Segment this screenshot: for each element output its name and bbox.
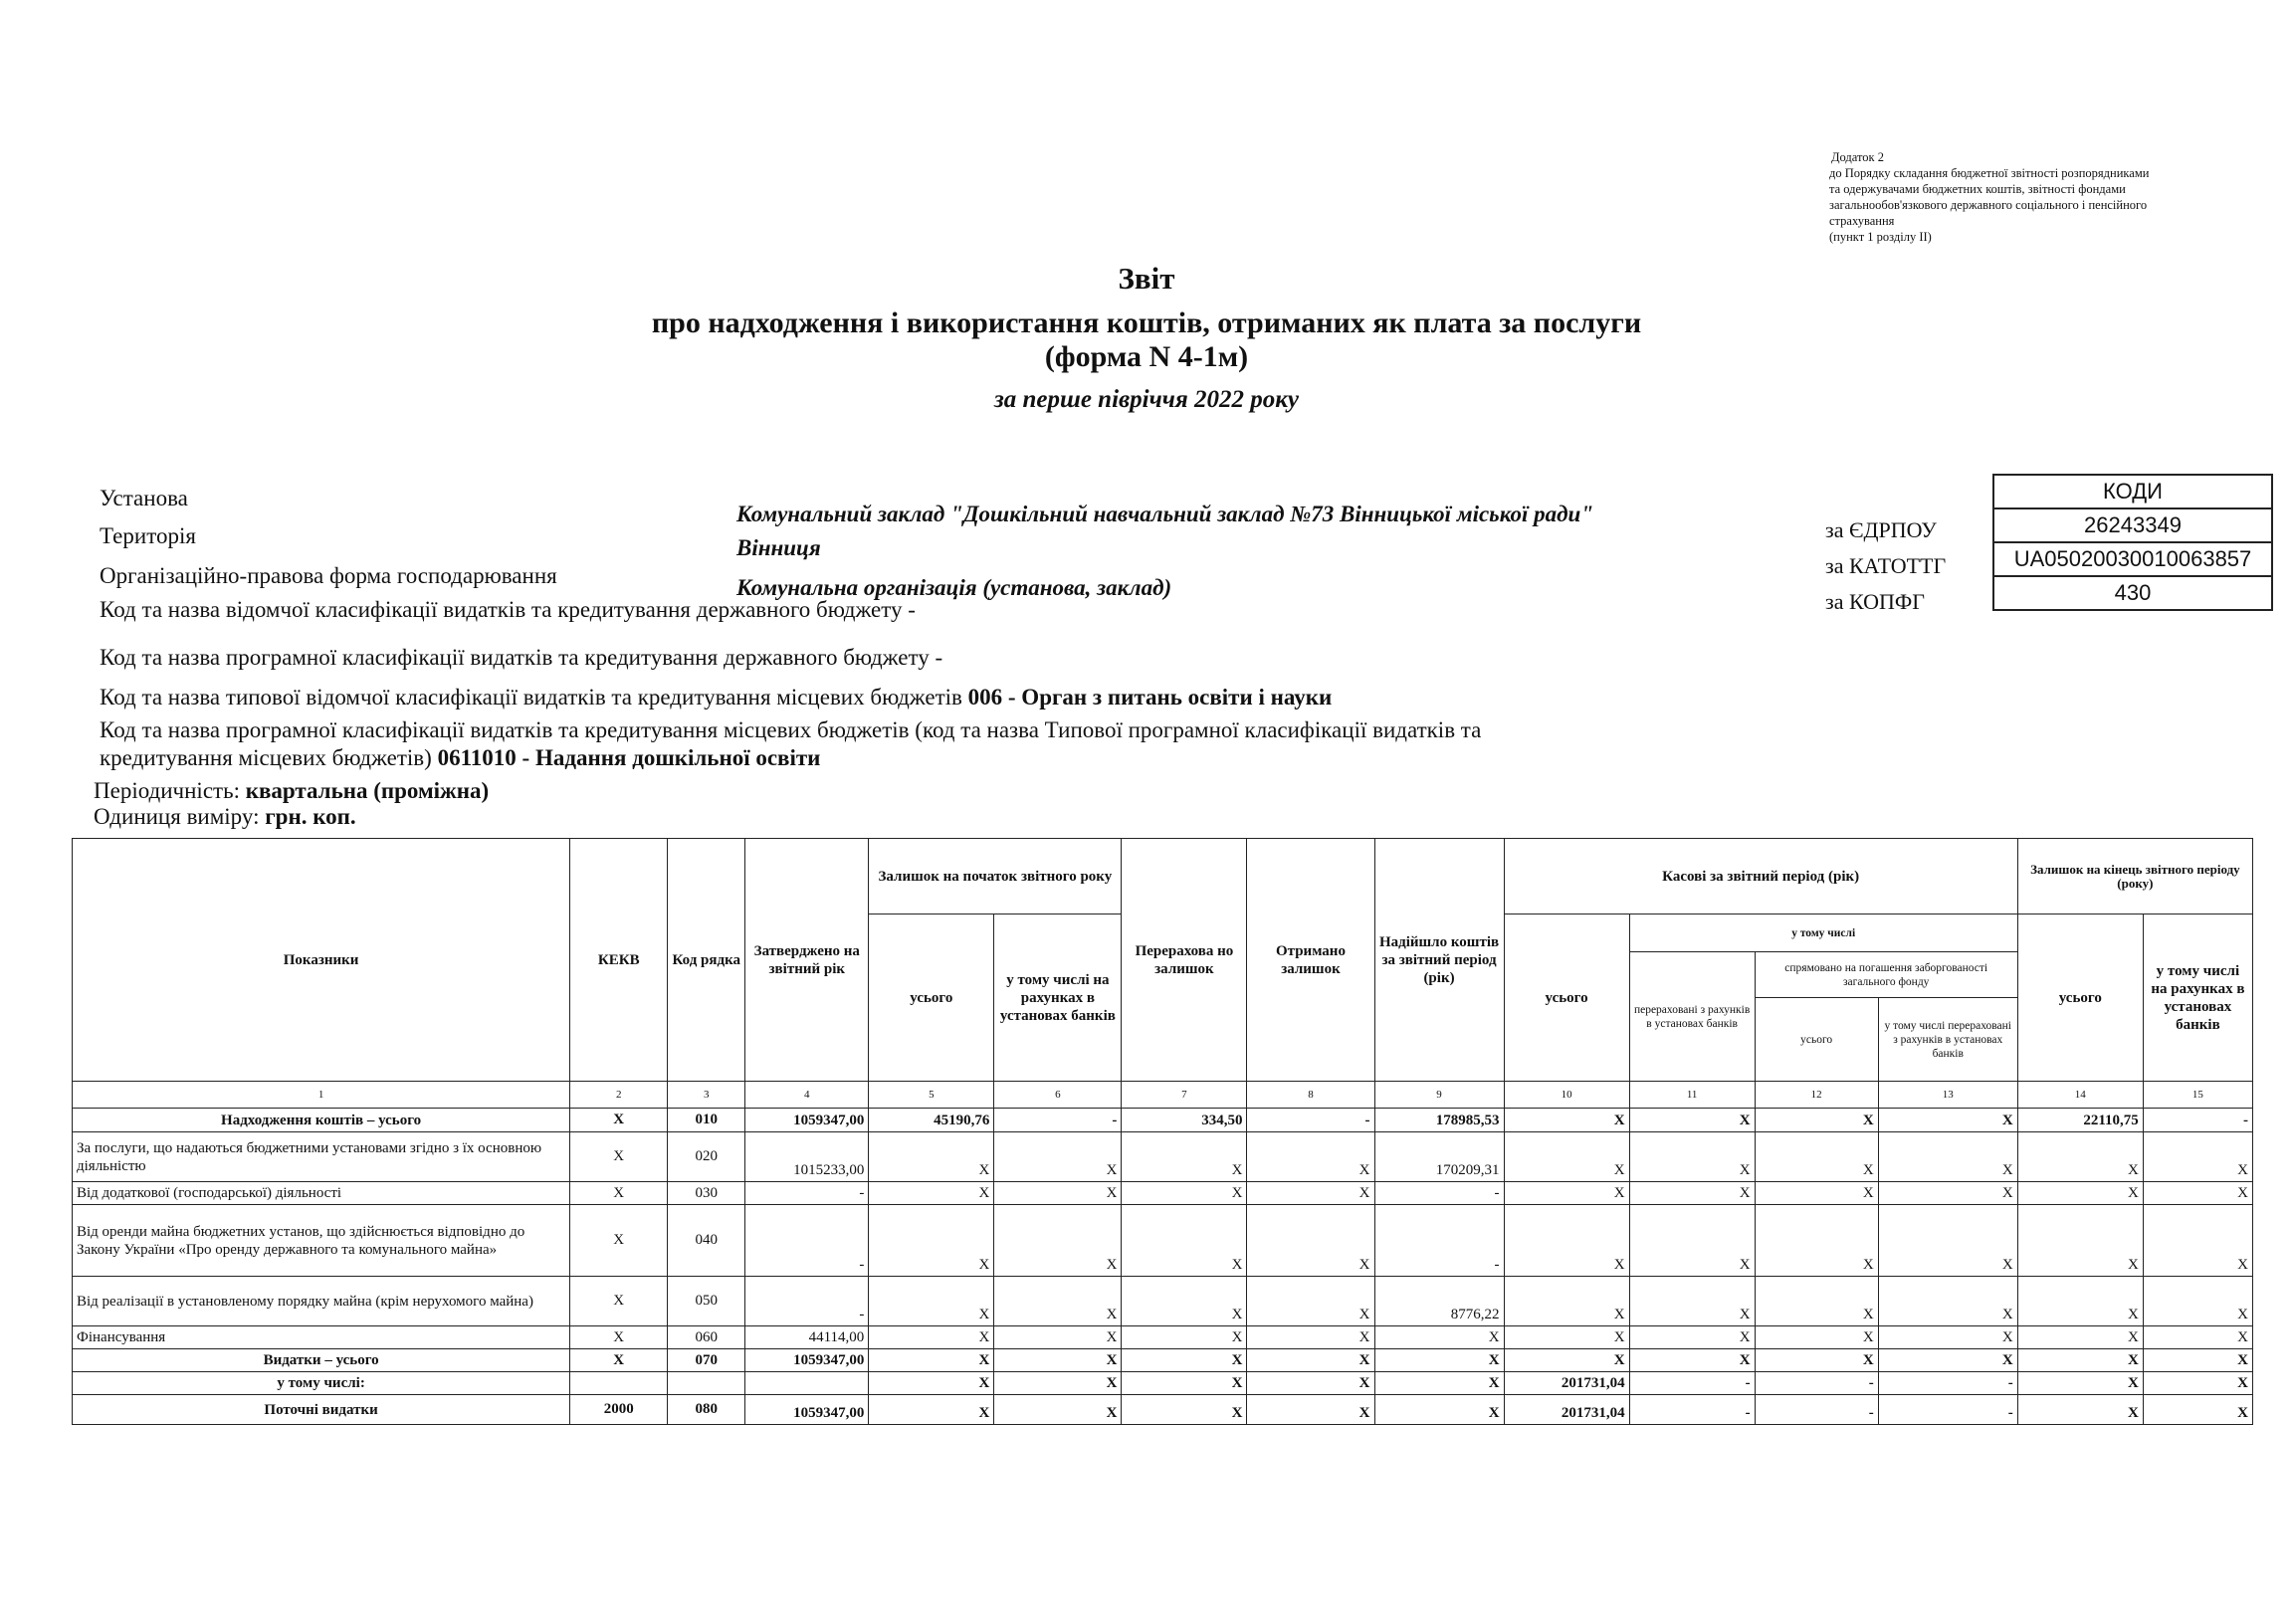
report-title: Звіт <box>1118 261 1175 296</box>
row-label: Надходження коштів – усього <box>73 1109 570 1132</box>
table-cell: X <box>570 1132 668 1182</box>
hdr-approved: Затверджено на звітний рік <box>745 839 869 1082</box>
hdr-income: Надійшло коштів за звітний період (рік) <box>1374 839 1504 1082</box>
table-cell: 334,50 <box>1122 1109 1247 1132</box>
table-cell: X <box>2143 1277 2252 1326</box>
table-cell: X <box>869 1182 994 1205</box>
table-cell: X <box>570 1182 668 1205</box>
table-cell: 2000 <box>570 1395 668 1425</box>
table-cell: X <box>570 1349 668 1372</box>
table-cell: X <box>869 1132 994 1182</box>
table-cell: X <box>1504 1326 1629 1349</box>
table-cell: X <box>2143 1326 2252 1349</box>
hdr-debt-incl: у тому числі перераховані з рахунків в установах банків <box>1878 998 2017 1082</box>
table-cell: X <box>1122 1326 1247 1349</box>
table-cell: X <box>2143 1132 2252 1182</box>
col-num: 12 <box>1755 1082 1878 1109</box>
table-cell: 080 <box>668 1395 745 1425</box>
table-cell: X <box>869 1205 994 1277</box>
row-label: Фінансування <box>73 1326 570 1349</box>
table-cell: X <box>1122 1205 1247 1277</box>
table-cell: 030 <box>668 1182 745 1205</box>
table-cell: X <box>2017 1277 2143 1326</box>
table-cell: X <box>994 1326 1122 1349</box>
appendix-line: загальнообов'язкового державного соціального і пенсійного <box>1829 198 2148 212</box>
table-cell: X <box>1755 1132 1878 1182</box>
periodicity-value: квартальна (проміжна) <box>245 778 490 803</box>
table-cell: - <box>1878 1372 2017 1395</box>
territory-value: Вінниця <box>736 535 821 560</box>
table-cell: X <box>1122 1132 1247 1182</box>
periodicity-line <box>94 778 489 804</box>
table-cell: - <box>1374 1205 1504 1277</box>
table-cell: X <box>1247 1326 1374 1349</box>
table-cell: X <box>2017 1132 2143 1182</box>
table-cell: 44114,00 <box>745 1326 869 1349</box>
col-num: 10 <box>1504 1082 1629 1109</box>
hdr-received: Отримано залишок <box>1247 839 1374 1082</box>
unit-line <box>94 804 356 830</box>
table-cell: 060 <box>668 1326 745 1349</box>
table-cell: X <box>1629 1277 1755 1326</box>
row-label: Від оренди майна бюджетних установ, що здійснюється відповідно до Закону України «Про оренду державного та комунального майна» <box>73 1205 570 1277</box>
report-table <box>72 838 2253 1425</box>
table-cell: X <box>2143 1372 2252 1395</box>
table-cell: X <box>994 1349 1122 1372</box>
local-prog-label-2: кредитування місцевих бюджетів) <box>100 745 432 770</box>
col-num: 9 <box>1374 1082 1504 1109</box>
table-cell: X <box>1878 1132 2017 1182</box>
table-cell: X <box>869 1349 994 1372</box>
table-cell: X <box>570 1326 668 1349</box>
table-row <box>73 1205 2253 1277</box>
table-cell: - <box>994 1109 1122 1132</box>
table-cell: X <box>1878 1349 2017 1372</box>
local-prog-block <box>100 716 1712 772</box>
local-prog-label-1: Код та назва програмної класифікації видатків та кредитування місцевих бюджетів (код та назва Типової програмної класифікації видатків та <box>100 717 1482 742</box>
table-cell: X <box>1247 1349 1374 1372</box>
table-cell: X <box>1247 1277 1374 1326</box>
col-num: 6 <box>994 1082 1122 1109</box>
table-cell: 1059347,00 <box>745 1109 869 1132</box>
table-cell: X <box>2017 1326 2143 1349</box>
table-cell: X <box>1247 1372 1374 1395</box>
row-label: За послуги, що надаються бюджетними установами згідно з їх основною діяльністю <box>73 1132 570 1182</box>
table-cell: - <box>745 1205 869 1277</box>
hdr-debt-repay: спрямовано на погашення заборгованості загального фонду <box>1755 952 2017 998</box>
table-cell: X <box>1755 1182 1878 1205</box>
col-num: 3 <box>668 1082 745 1109</box>
row-label: Від додаткової (господарської) діяльності <box>73 1182 570 1205</box>
local-dept-line <box>100 685 1332 710</box>
table-cell: X <box>1878 1182 2017 1205</box>
local-prog-line-2 <box>100 744 1712 772</box>
state-dept-line: Код та назва відомчої класифікації видатків та кредитування державного бюджету - <box>100 597 916 622</box>
hdr-end-incl-banks: у тому числі на рахунках в установах банків <box>2143 914 2252 1082</box>
table-cell: X <box>1374 1395 1504 1425</box>
table-cell: X <box>1247 1395 1374 1425</box>
table-cell: X <box>2143 1205 2252 1277</box>
table-cell: X <box>994 1372 1122 1395</box>
appendix-note <box>1829 149 2267 245</box>
table-cell: X <box>2017 1205 2143 1277</box>
hdr-row-code: Код рядка <box>668 839 745 1082</box>
table-cell: X <box>1122 1395 1247 1425</box>
table-cell: X <box>1374 1326 1504 1349</box>
table-row <box>73 1372 2253 1395</box>
hdr-start-incl-banks: у тому числі на рахунках в установах банків <box>994 914 1122 1082</box>
table-cell: X <box>1629 1182 1755 1205</box>
table-cell: 170209,31 <box>1374 1132 1504 1182</box>
table-cell: 040 <box>668 1205 745 1277</box>
table-cell: X <box>1629 1326 1755 1349</box>
table-cell: - <box>745 1277 869 1326</box>
report-period: за перше півріччя 2022 року <box>993 386 1300 413</box>
unit-label: Одиниця виміру: <box>94 804 260 829</box>
table-cell: 050 <box>668 1277 745 1326</box>
table-cell: - <box>1629 1372 1755 1395</box>
table-cell: - <box>1629 1395 1755 1425</box>
table-cell: X <box>1122 1277 1247 1326</box>
appendix-line: та одержувачами бюджетних коштів, звітності фондами <box>1829 182 2126 196</box>
table-cell: X <box>1504 1277 1629 1326</box>
col-num: 14 <box>2017 1082 2143 1109</box>
report-subtitle: про надходження і використання коштів, отриманих як плата за послуги <box>651 306 1642 339</box>
appendix-line: (пункт 1 розділу ІІ) <box>1829 230 1932 244</box>
row-label: Поточні видатки <box>73 1395 570 1425</box>
hdr-balance-end: Залишок на кінець звітного періоду (року) <box>2017 839 2252 914</box>
territory-label: Територія <box>100 523 196 548</box>
edrpou-label: за ЄДРПОУ <box>1825 517 1937 542</box>
table-cell: X <box>1629 1349 1755 1372</box>
table-cell: X <box>869 1277 994 1326</box>
appendix-line: до Порядку складання бюджетної звітності розпорядниками <box>1829 166 2150 180</box>
org-form-value: Комунальна організація (установа, заклад) <box>736 575 1172 600</box>
local-dept-label: Код та назва типової відомчої класифікації видатків та кредитування місцевих бюджетів <box>100 685 962 710</box>
katottg-value: UA05020030010063857 <box>1993 542 2272 576</box>
hdr-incl: у тому числі <box>1629 914 2017 952</box>
table-cell: X <box>1247 1132 1374 1182</box>
table-cell: 020 <box>668 1132 745 1182</box>
hdr-start-total: усього <box>869 914 994 1082</box>
table-cell: X <box>1878 1109 2017 1132</box>
table-cell: 201731,04 <box>1504 1395 1629 1425</box>
table-cell: X <box>1504 1205 1629 1277</box>
table-cell: X <box>869 1372 994 1395</box>
table-cell: 010 <box>668 1109 745 1132</box>
table-cell: X <box>869 1395 994 1425</box>
table-row <box>73 1109 2253 1132</box>
hdr-end-total: усього <box>2017 914 2143 1082</box>
row-label: Видатки – усього <box>73 1349 570 1372</box>
institution-label: Установа <box>100 486 188 510</box>
table-cell: X <box>1755 1326 1878 1349</box>
table-cell: - <box>1247 1109 1374 1132</box>
table-cell: X <box>2017 1349 2143 1372</box>
table-cell: X <box>1629 1109 1755 1132</box>
table-cell: X <box>994 1182 1122 1205</box>
table-cell: X <box>1122 1349 1247 1372</box>
appendix-line: страхування <box>1829 214 1895 228</box>
table-cell: X <box>1374 1372 1504 1395</box>
report-form: (форма N 4-1м) <box>1044 340 1249 373</box>
kopfg-label: за КОПФГ <box>1825 589 1925 614</box>
table-cell: X <box>2143 1182 2252 1205</box>
katottg-label: за КАТОТТГ <box>1825 553 1947 578</box>
col-num: 15 <box>2143 1082 2252 1109</box>
col-num: 2 <box>570 1082 668 1109</box>
hdr-cash-total: усього <box>1504 914 1629 1082</box>
appendix-line: Додаток 2 <box>1831 150 1884 164</box>
edrpou-value: 26243349 <box>1993 508 2272 542</box>
table-cell: 1015233,00 <box>745 1132 869 1182</box>
hdr-balance-start: Залишок на початок звітного року <box>869 839 1122 914</box>
table-cell: - <box>2143 1109 2252 1132</box>
state-prog-line: Код та назва програмної класифікації видатків та кредитування державного бюджету - <box>100 645 943 670</box>
row-label: у тому числі: <box>73 1372 570 1395</box>
table-cell: X <box>1755 1205 1878 1277</box>
table-cell: X <box>1247 1205 1374 1277</box>
table-cell: X <box>1755 1277 1878 1326</box>
institution-value: Комунальний заклад "Дошкільний навчальний заклад №73 Вінницької міської ради" <box>736 502 1594 526</box>
table-row <box>73 1182 2253 1205</box>
unit-value: грн. коп. <box>265 804 356 829</box>
table-cell: X <box>1504 1182 1629 1205</box>
hdr-debt-total: усього <box>1755 998 1878 1082</box>
table-cell: X <box>2017 1182 2143 1205</box>
table-cell <box>668 1372 745 1395</box>
table-cell: X <box>1878 1277 2017 1326</box>
table-cell: - <box>745 1182 869 1205</box>
table-cell: - <box>1755 1395 1878 1425</box>
table-body <box>73 1109 2253 1425</box>
table-cell: X <box>994 1277 1122 1326</box>
table-cell: 8776,22 <box>1374 1277 1504 1326</box>
hdr-cash: Касові за звітний період (рік) <box>1504 839 2017 914</box>
column-numbers-row <box>73 1082 2253 1109</box>
table-row <box>73 1395 2253 1425</box>
hdr-indicators: Показники <box>73 839 570 1082</box>
table-cell: 178985,53 <box>1374 1109 1504 1132</box>
table-cell: X <box>1122 1182 1247 1205</box>
table-cell: X <box>994 1395 1122 1425</box>
table-cell: X <box>2143 1395 2252 1425</box>
table-cell: - <box>1374 1182 1504 1205</box>
codes-header: КОДИ <box>1993 475 2272 508</box>
table-cell: X <box>2143 1349 2252 1372</box>
col-num: 5 <box>869 1082 994 1109</box>
table-cell: X <box>994 1132 1122 1182</box>
kopfg-value: 430 <box>1993 576 2272 610</box>
table-cell: 1059347,00 <box>745 1349 869 1372</box>
table-cell: X <box>2017 1395 2143 1425</box>
table-cell: X <box>1755 1109 1878 1132</box>
table-cell: X <box>1504 1349 1629 1372</box>
col-num: 4 <box>745 1082 869 1109</box>
table-cell: X <box>1878 1205 2017 1277</box>
hdr-transferred: Перерахова но залишок <box>1122 839 1247 1082</box>
table-row <box>73 1132 2253 1182</box>
table-cell: 22110,75 <box>2017 1109 2143 1132</box>
periodicity-label: Періодичність: <box>94 778 240 803</box>
table-cell: X <box>570 1277 668 1326</box>
table-row <box>73 1277 2253 1326</box>
hdr-kekv: КЕКВ <box>570 839 668 1082</box>
local-dept-value: 006 - Орган з питань освіти і науки <box>967 685 1333 710</box>
hdr-cash-transferred: перераховані з рахунків в установах банків <box>1629 952 1755 1082</box>
table-cell: X <box>570 1205 668 1277</box>
table-cell: X <box>1374 1349 1504 1372</box>
table-cell <box>745 1372 869 1395</box>
org-form-label: Організаційно-правова форма господарювання <box>100 563 557 588</box>
table-cell: X <box>1504 1109 1629 1132</box>
table-cell: X <box>1504 1132 1629 1182</box>
col-num: 1 <box>73 1082 570 1109</box>
row-label: Від реалізації в установленому порядку майна (крім нерухомого майна) <box>73 1277 570 1326</box>
table-cell: X <box>2017 1372 2143 1395</box>
table-cell: 45190,76 <box>869 1109 994 1132</box>
table-cell: X <box>869 1326 994 1349</box>
table-row <box>73 1326 2253 1349</box>
table-cell: X <box>994 1205 1122 1277</box>
table-row <box>73 1349 2253 1372</box>
table-cell: X <box>1247 1182 1374 1205</box>
col-num: 13 <box>1878 1082 2017 1109</box>
col-num: 8 <box>1247 1082 1374 1109</box>
table-cell: - <box>1755 1372 1878 1395</box>
local-prog-value: 0611010 - Надання дошкільної освіти <box>437 745 821 770</box>
table-cell: 070 <box>668 1349 745 1372</box>
codes-table <box>1992 474 2273 611</box>
table-cell: 201731,04 <box>1504 1372 1629 1395</box>
table-cell <box>570 1372 668 1395</box>
table-cell: X <box>1629 1132 1755 1182</box>
table-cell: X <box>570 1109 668 1132</box>
table-cell: X <box>1878 1326 2017 1349</box>
table-cell: X <box>1629 1205 1755 1277</box>
table-cell: - <box>1878 1395 2017 1425</box>
col-num: 7 <box>1122 1082 1247 1109</box>
table-cell: 1059347,00 <box>745 1395 869 1425</box>
col-num: 11 <box>1629 1082 1755 1109</box>
table-cell: X <box>1122 1372 1247 1395</box>
table-cell: X <box>1755 1349 1878 1372</box>
